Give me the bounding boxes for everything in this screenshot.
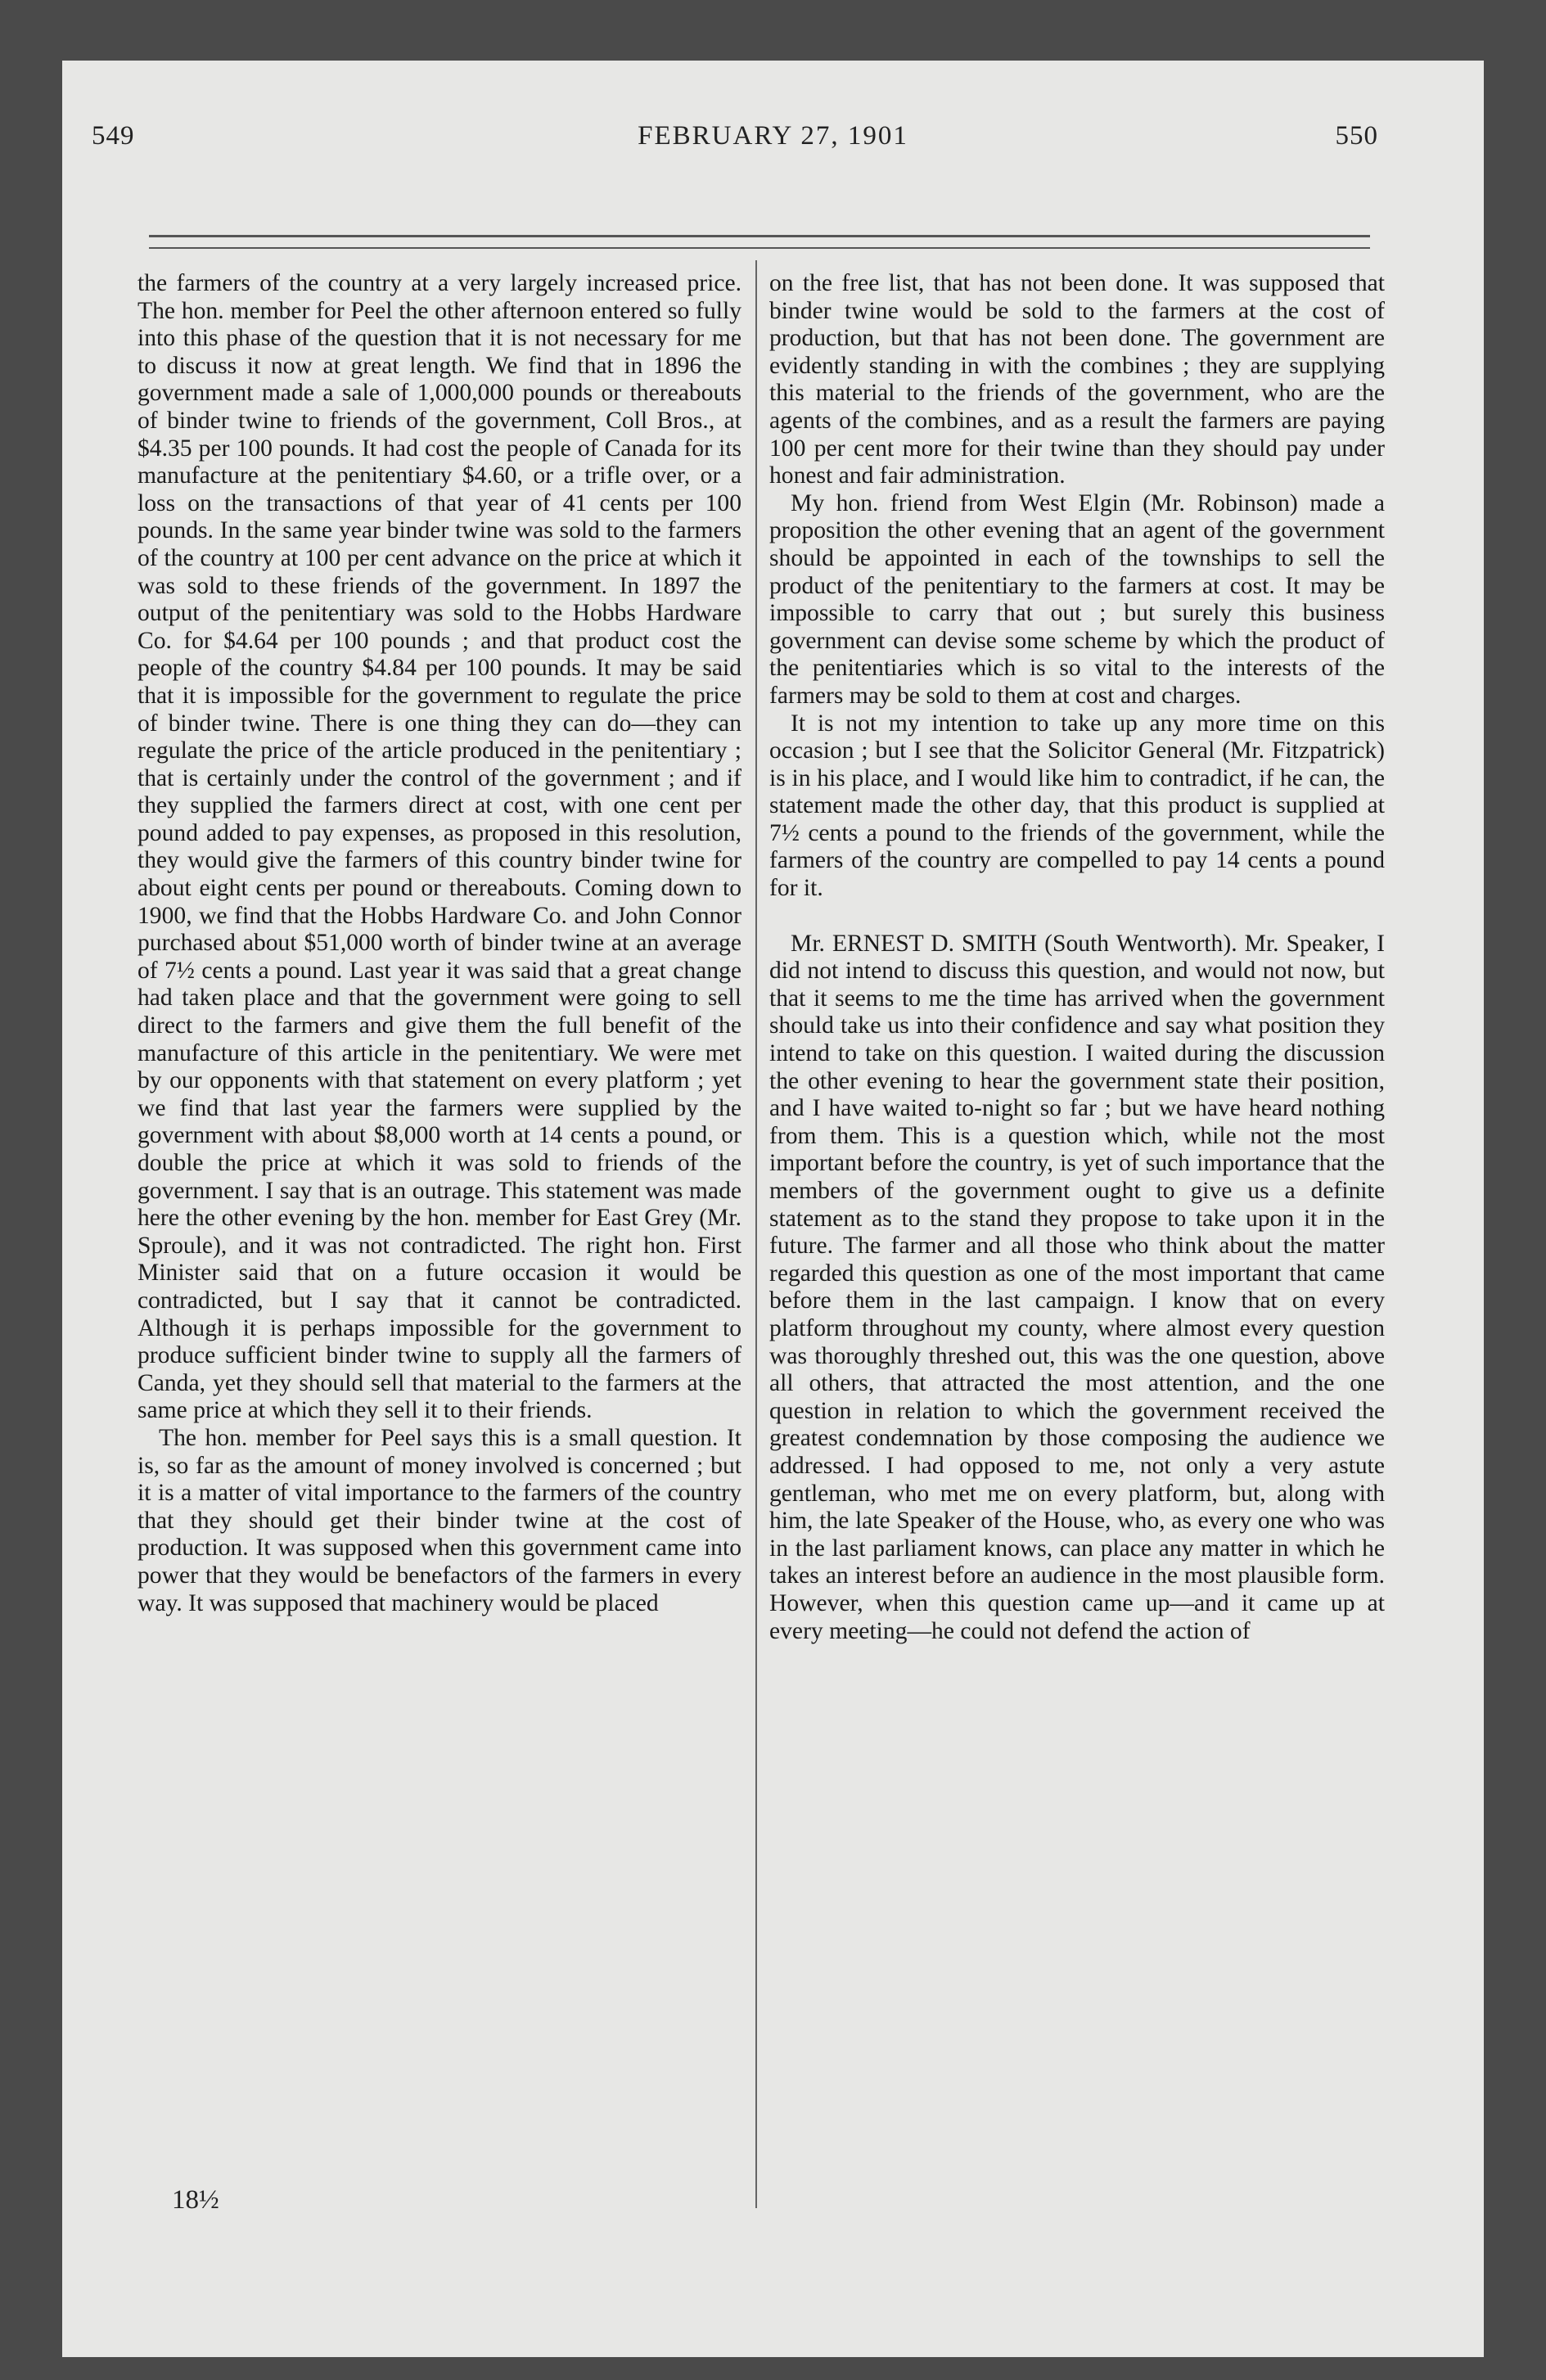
page-number-left: 549 xyxy=(92,121,135,151)
right-column xyxy=(769,270,1385,1645)
header-double-rule xyxy=(149,235,1370,249)
page-title: FEBRUARY 27, 1901 xyxy=(638,121,908,151)
paragraph: It is not my intention to take up any more time on this occasion ; but I see that the Solicitor General (Mr. Fitzpatrick) is in his place, and I would like him to contradict, if he can, the statement made the other day, that this product is supplied at 7½ cents a pound to the friends of the government, while the farmers of the country are compelled to pay 14 cents a pound for it. xyxy=(769,710,1385,902)
paragraph: The hon. member for Peel says this is a small question. It is, so far as the amount of money involved is concerned ; but it is a matter of vital importance to the farmers of the country that they should get their binder twine at the cost of production. It was supposed when this government came into power that they would be benefactors of the farmers in every way. It was supposed that machinery would be placed xyxy=(137,1424,741,1616)
page-header xyxy=(0,121,1546,170)
signature-mark: 18½ xyxy=(172,2185,219,2215)
speech-paragraph: Mr. ERNEST D. SMITH (South Wentworth). Mr. Speaker, I did not intend to discuss this question, and would not now, but that it seems to me the time has arrived when the government should take us into their confidence and say what position they intend to take on this question. I waited during the discussion the other evening to hear the government state their position, and I have waited to-night so far ; but we have heard nothing from them. This is a question which, while not the most important before the country, is yet of such importance that the members of the government ought to give us a definite statement as to the stand they propose to take upon it in the future. The farmer and all those who think about the matter regarded this question as one of the most important that came before them in the last campaign. I know that on every platform throughout my county, where almost every question was thoroughly threshed out, this was the one question, above all others, that attracted the most attention, and the one question in relation to which the government received the greatest condemnation by those composing the audience we addressed. I had opposed to me, not only a very astute gentleman, who met me on every platform, but, along with him, the late Speaker of the House, who, as every one who was in the last parliament knows, can place any matter in which he takes an interest before an audience in the most plausible form. However, when this question came up—and it came up at every meeting—he could not defend the action of xyxy=(769,930,1385,1644)
paragraph: on the free list, that has not been done. It was supposed that binder twine would be sold to the farmers at the cost of production, but that has not been done. The government are evidently standing in with the combines ; they are supplying this material to the friends of the government, who are the agents of the combines, and as a result the farmers are paying 100 per cent more for their twine than they should pay under honest and fair administration. xyxy=(769,270,1385,489)
paragraph: My hon. friend from West Elgin (Mr. Robinson) made a proposition the other evening that an agent of the government should be appointed in each of the townships to sell the product of the penitentiary to the farmers at cost. It may be impossible to carry that out ; but surely this business government can devise some scheme by which the product of the penitentiaries which is so vital to the interests of the farmers may be sold to them at cost and charges. xyxy=(769,489,1385,709)
page-number-right: 550 xyxy=(1335,121,1378,151)
paragraph: the farmers of the country at a very largely increased price. The hon. member for Peel the other afternoon entered so fully into this phase of the question that it is not necessary for me to discuss it now at great length. We find that in 1896 the government made a sale of 1,000,000 pounds or thereabouts of binder twine to friends of the government, Coll Bros., at $4.35 per 100 pounds. It had cost the people of Canada for its manufacture at the penitentiary $4.60, or a trifle over, or a loss on the transactions of that year of 41 cents per 100 pounds. In the same year binder twine was sold to the farmers of the country at 100 per cent advance on the price at which it was sold to these friends of the government. In 1897 the output of the penitentiary was sold to the Hobbs Hardware Co. for $4.64 per 100 pounds ; and that product cost the people of the country $4.84 per 100 pounds. It may be said that it is impossible for the government to regulate the price of binder twine. There is one thing they can do—they can regulate the price of the article produced in the penitentiary ; that is certainly under the control of the government ; and if they supplied the farmers direct at cost, with one cent per pound added to pay expenses, as proposed in this resolution, they would give the farmers of this country binder twine for about eight cents per pound or thereabouts. Coming down to 1900, we find that the Hobbs Hardware Co. and John Connor purchased about $51,000 worth of binder twine at an average of 7½ cents a pound. Last year it was said that a great change had taken place and that the government were going to sell direct to the farmers and give them the full benefit of the manufacture of this article in the penitentiary. We were met by our opponents with that statement on every platform ; yet we find that last year the farmers were supplied by the government with about $8,000 worth at 14 cents a pound, or double the price at which it was sold to friends of the government. I say that is an outrage. This statement was made here the other evening by the hon. member for East Grey (Mr. Sproule), and it was not contradicted. The right hon. First Minister said that on a future occasion it would be contradicted, but I say that it cannot be contradicted. Although it is perhaps impossible for the government to produce sufficient binder twine to supply all the farmers of Canda, yet they should sell that material to the farmers at the same price at which they sell it to their friends. xyxy=(137,270,741,1424)
column-divider xyxy=(755,260,757,2208)
left-column xyxy=(137,270,741,1617)
